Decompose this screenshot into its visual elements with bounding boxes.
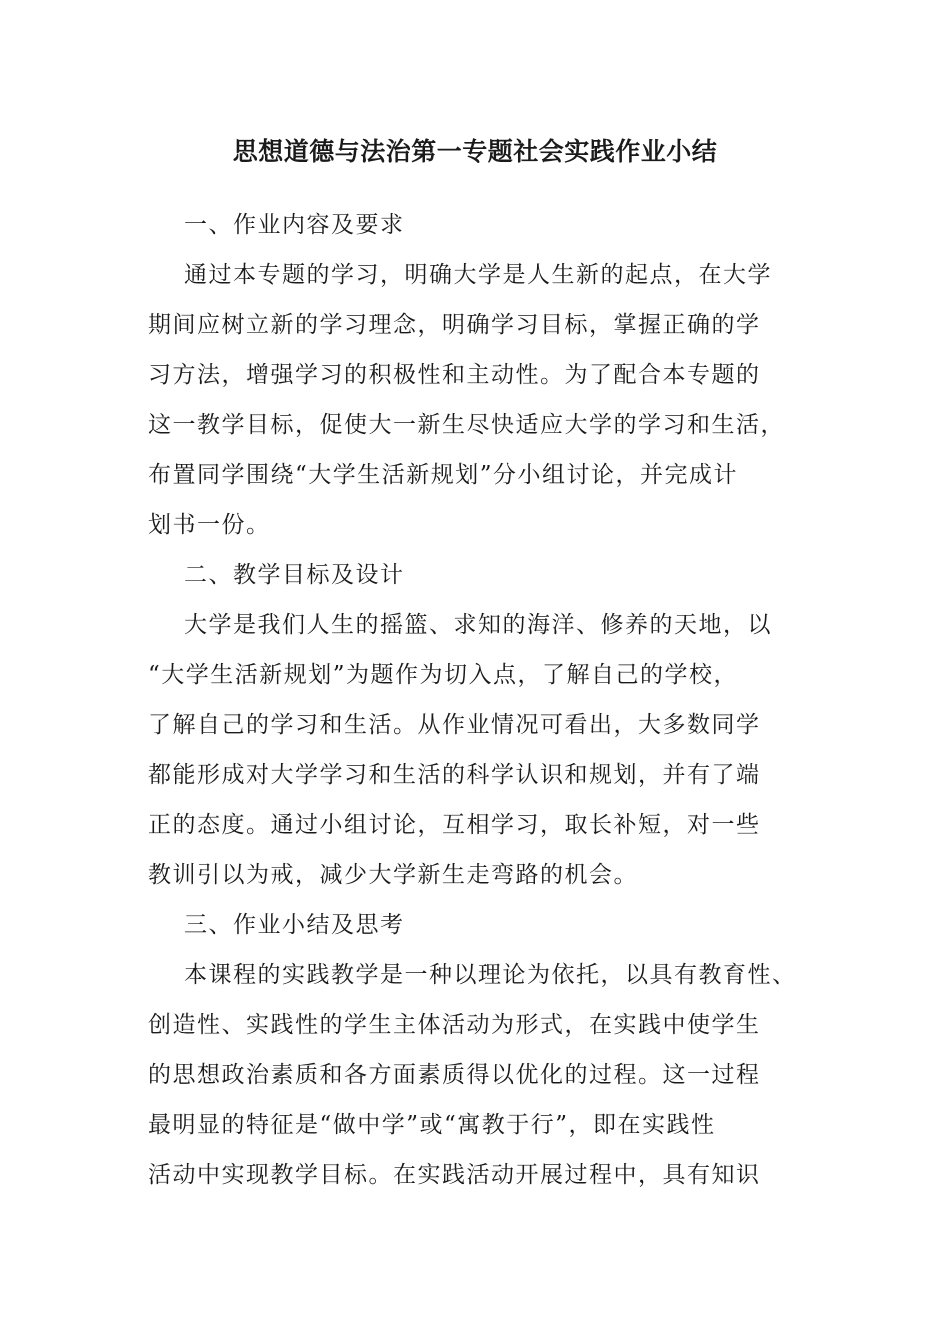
- paragraph-line: 的思想政治素质和各方面素质得以优化的过程。这一过程: [148, 1062, 761, 1088]
- paragraph-line: 大学是我们人生的摇篮、求知的海洋、修养的天地，以: [184, 612, 772, 638]
- paragraph-line: 了解自己的学习和生活。从作业情况可看出，大多数同学: [148, 712, 761, 738]
- paragraph-line: 期间应树立新的学习理念，明确学习目标，掌握正确的学: [148, 312, 761, 338]
- section-heading-1: 一、作业内容及要求: [184, 212, 405, 238]
- paragraph-line: 这一教学目标，促使大一新生尽快适应大学的学习和生活，: [148, 412, 785, 438]
- paragraph-line: 最明显的特征是“做中学”或“寓教于行”，即在实践性: [148, 1112, 716, 1138]
- document-title: 思想道德与法治第一专题社会实践作业小结: [232, 137, 718, 166]
- paragraph-line: 教训引以为戒，减少大学新生走弯路的机会。: [148, 862, 638, 888]
- paragraph-line: 正的态度。通过小组讨论，互相学习，取长补短，对一些: [148, 812, 761, 838]
- paragraph-line: 活动中实现教学目标。在实践活动开展过程中，具有知识: [148, 1162, 761, 1188]
- paragraph-line: “大学生活新规划”为题作为切入点，了解自己的学校，: [148, 662, 739, 688]
- paragraph-line: 通过本专题的学习，明确大学是人生新的起点，在大学: [184, 262, 772, 288]
- paragraph-line: 本课程的实践教学是一种以理论为依托，以具有教育性、: [184, 962, 797, 988]
- paragraph-line: 布置同学围绕“大学生活新规划”分小组讨论，并完成计: [148, 462, 739, 488]
- paragraph-line: 划书一份。: [148, 512, 271, 538]
- paragraph-line: 习方法，增强学习的积极性和主动性。为了配合本专题的: [148, 362, 761, 388]
- paragraph-line: 创造性、实践性的学生主体活动为形式，在实践中使学生: [148, 1012, 761, 1038]
- section-heading-3: 三、作业小结及思考: [184, 912, 405, 938]
- paragraph-line: 都能形成对大学学习和生活的科学认识和规划，并有了端: [148, 762, 761, 788]
- section-heading-2: 二、教学目标及设计: [184, 562, 405, 588]
